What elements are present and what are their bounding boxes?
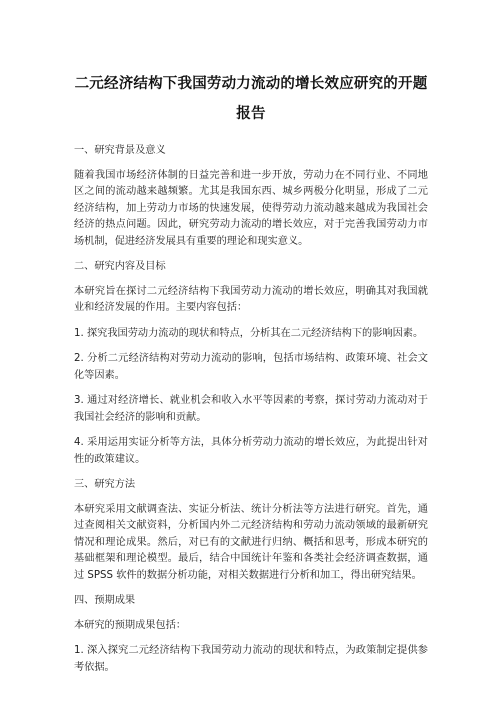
paragraph: 本研究采用文献调查法、实证分析法、统计分析法等方法进行研究。首先，通过查阅相关文献资料，分析国内外二元经济结构和劳动力流动领域的最新研究情况和理论成果。然后，对已有的文献进行归纳、概括和思考，形成本研究的基础框架和理论模型。最后，结合中国统计年鉴和各类社会经济调查数据，通过 SPSS 软件的数据分析功能，对相关数据进行分析和加工，得出研究结果。 bbox=[74, 503, 428, 581]
section-expected-results bbox=[74, 593, 428, 676]
paragraph: 本研究旨在探讨二元经济结构下我国劳动力流动的增长效应，明确其对我国就业和经济发展的作用。主要内容包括： bbox=[74, 285, 428, 313]
section-background bbox=[74, 143, 428, 250]
section-heading: 三、研究方法 bbox=[74, 479, 136, 490]
document-title: 二元经济结构下我国劳动力流动的增长效应研究的开题报告 bbox=[74, 76, 428, 122]
section-heading: 一、研究背景及意义 bbox=[74, 145, 166, 156]
list-item: 2. 分析二元经济结构对劳动力流动的影响，包括市场结构、政策环境、社会文化等因素。 bbox=[74, 353, 428, 381]
paragraph: 随着我国市场经济体制的日益完善和进一步开放，劳动力在不同行业、不同地区之间的流动越来越频繁。尤其是我国东西、城乡两极分化明显，形成了二元经济结构，加上劳动力市场的快速发展，使得劳动力流动越来越成为我国社会经济的热点问题。因此，研究劳动力流动的增长效应，对于完善我国劳动力市场机制，促进经济发展具有重要的理论和现实意义。 bbox=[74, 169, 428, 247]
section-heading: 二、研究内容及目标 bbox=[74, 261, 166, 272]
section-heading: 四、预期成果 bbox=[74, 595, 136, 606]
list-item: 4. 采用运用实证分析等方法，具体分析劳动力流动的增长效应，为此提出针对性的政策建议。 bbox=[74, 437, 428, 465]
document-body bbox=[74, 143, 428, 676]
list-item: 1. 探究我国劳动力流动的现状和特点，分析其在二元经济结构下的影响因素。 bbox=[74, 327, 424, 339]
section-content-goals bbox=[74, 259, 428, 468]
paragraph: 本研究的预期成果包括： bbox=[74, 619, 187, 631]
list-item: 3. 通过对经济增长、就业机会和收入水平等因素的考察，探讨劳动力流动对于我国社会经济的影响和贡献。 bbox=[74, 395, 428, 423]
section-methods bbox=[74, 477, 428, 584]
list-item: 1. 深入探究二元经济结构下我国劳动力流动的现状和特点，为政策制定提供参考依据。 bbox=[74, 645, 428, 673]
